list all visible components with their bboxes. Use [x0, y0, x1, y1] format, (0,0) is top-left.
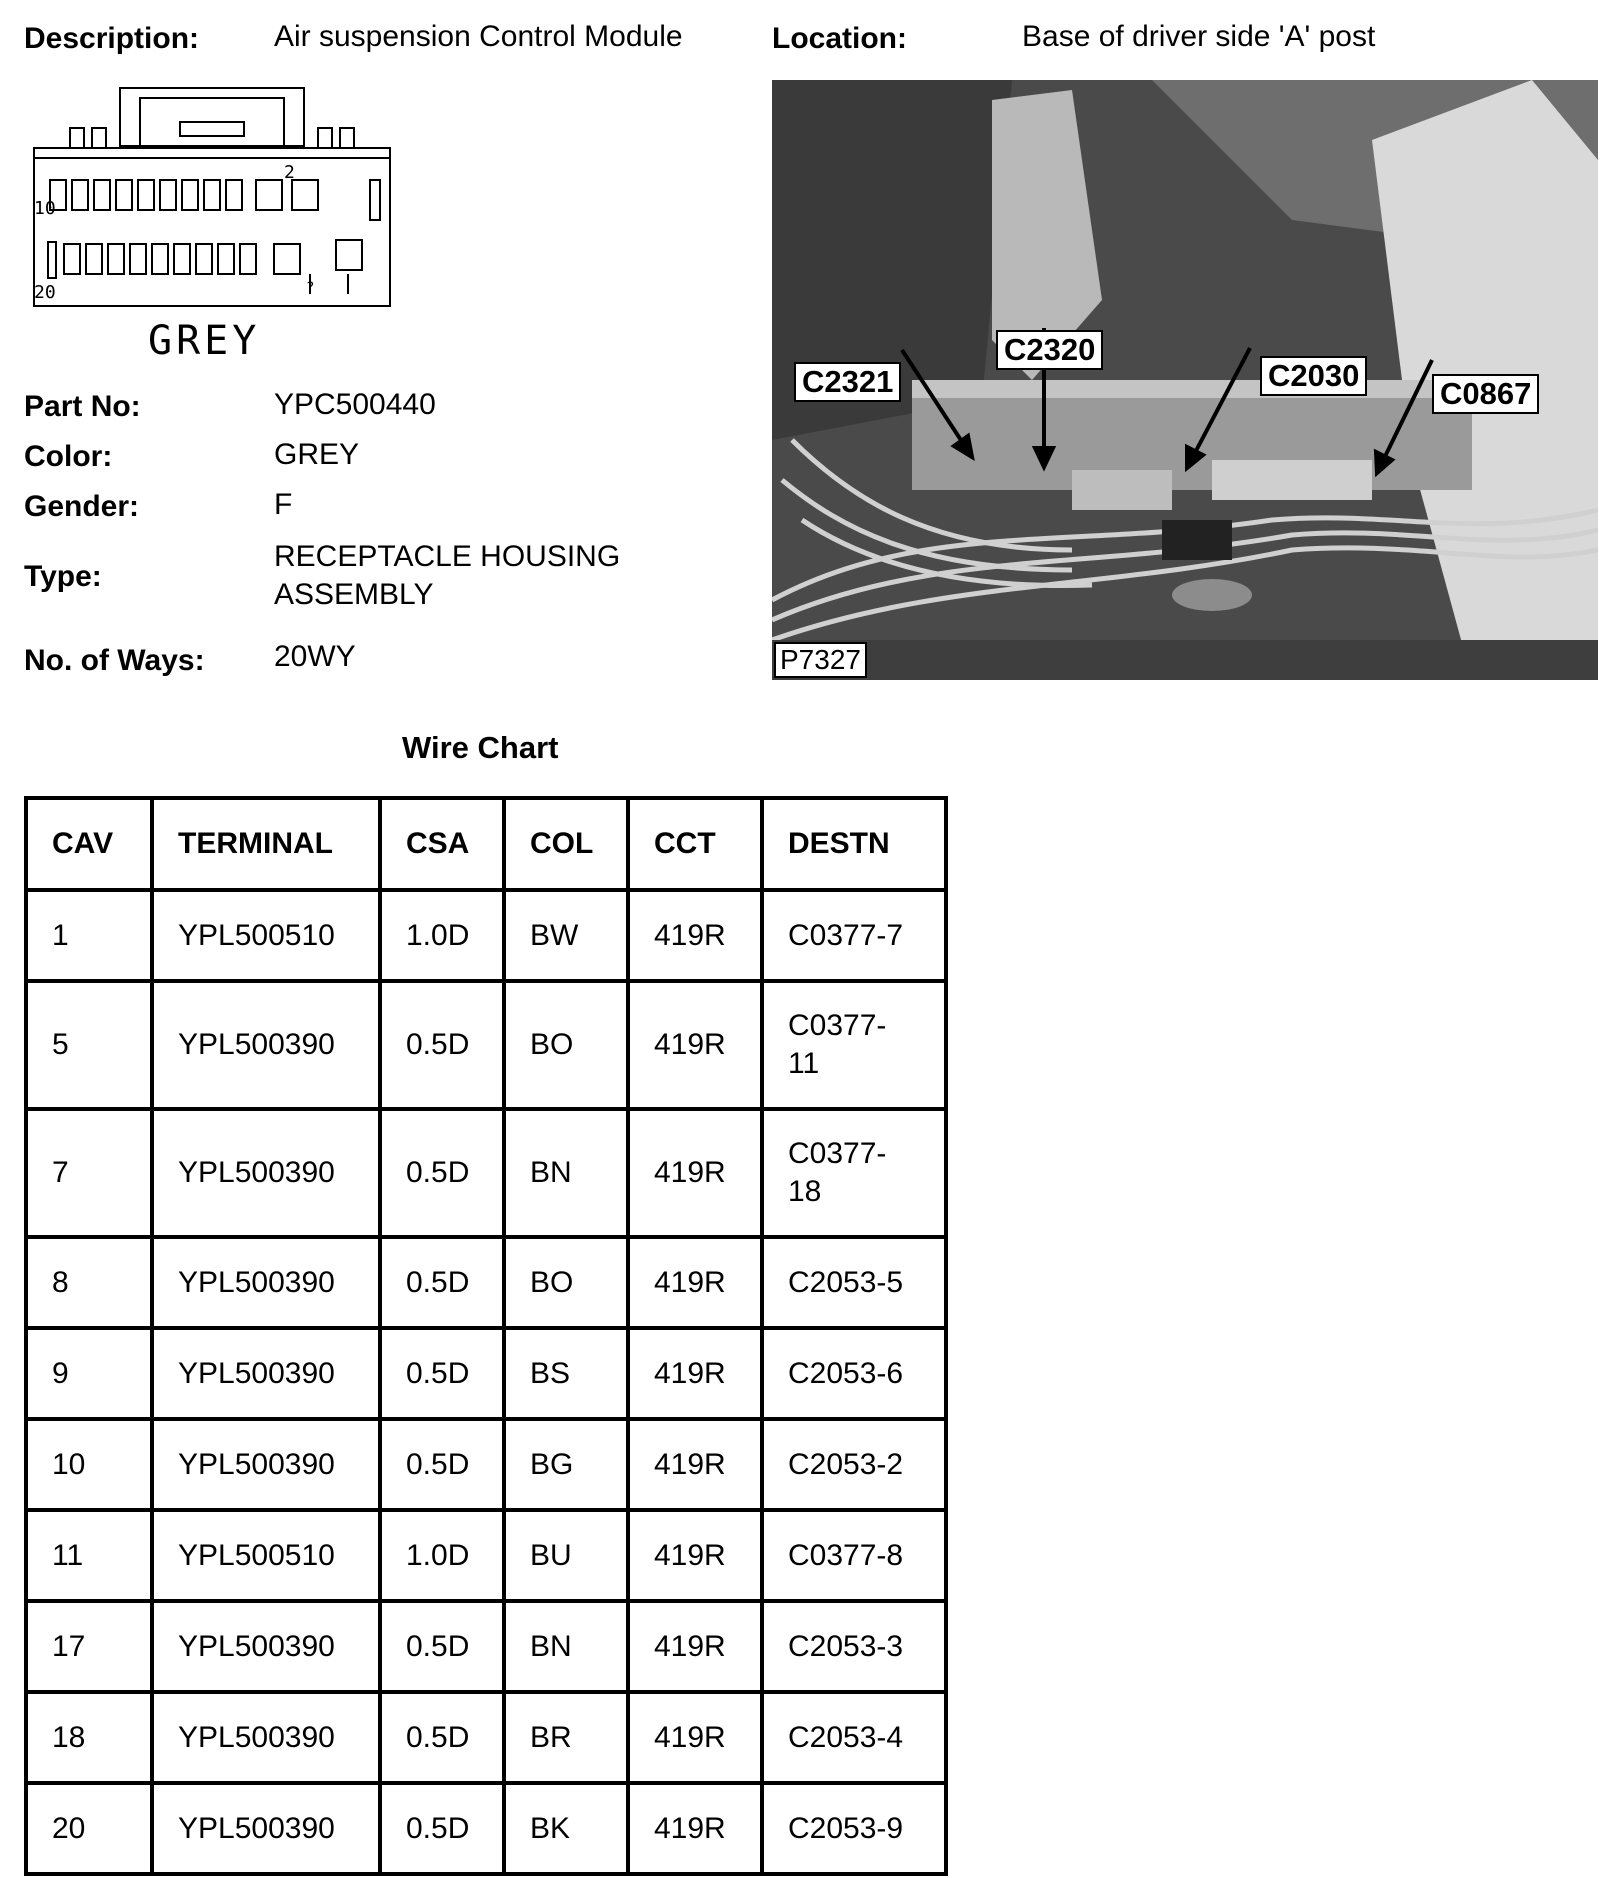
location-label: Location: — [772, 22, 907, 55]
cell-cav: 11 — [26, 1510, 152, 1601]
cell-cav: 7 — [26, 1109, 152, 1237]
cell-csa: 0.5D — [380, 1692, 504, 1783]
cell-destn: C2053-6 — [762, 1328, 946, 1419]
cell-terminal: YPL500390 — [152, 1692, 380, 1783]
wire-chart-table — [24, 796, 948, 1876]
cell-destn: C0377- 11 — [762, 981, 946, 1109]
table-header-row — [26, 798, 946, 890]
table-row — [26, 1601, 946, 1692]
cell-csa: 0.5D — [380, 1237, 504, 1328]
pin-number-top-right: 2 — [284, 162, 295, 183]
cell-cav: 9 — [26, 1328, 152, 1419]
type-value: RECEPTACLE HOUSING ASSEMBLY — [274, 540, 621, 611]
cell-csa: 0.5D — [380, 1109, 504, 1237]
callout-c2321: C2321 — [794, 362, 901, 402]
callout-c2320: C2320 — [996, 330, 1103, 370]
location-value: Base of driver side 'A' post — [1022, 20, 1376, 53]
table-row — [26, 1237, 946, 1328]
cell-destn: C2053-9 — [762, 1783, 946, 1874]
cell-csa: 1.0D — [380, 1510, 504, 1601]
table-row — [26, 1109, 946, 1237]
cell-terminal: YPL500390 — [152, 1328, 380, 1419]
cell-cct: 419R — [628, 1783, 762, 1874]
cell-cct: 419R — [628, 1328, 762, 1419]
cell-cct: 419R — [628, 1692, 762, 1783]
cell-col: BK — [504, 1783, 628, 1874]
gender-value: F — [274, 488, 293, 521]
part-no-value: YPC500440 — [274, 388, 436, 421]
gender-label: Gender: — [24, 490, 140, 523]
cell-cct: 419R — [628, 1510, 762, 1601]
cell-cct: 419R — [628, 981, 762, 1109]
column-header-cav: CAV — [26, 798, 152, 890]
table-row — [26, 1783, 946, 1874]
connector-color-label: GREY — [148, 318, 261, 364]
cell-cav: 10 — [26, 1419, 152, 1510]
cell-terminal: YPL500390 — [152, 1109, 380, 1237]
cell-destn: C2053-4 — [762, 1692, 946, 1783]
color-label: Color: — [24, 440, 113, 473]
cell-cct: 419R — [628, 1237, 762, 1328]
cell-col: BS — [504, 1328, 628, 1419]
cell-terminal: YPL500390 — [152, 1601, 380, 1692]
cell-cav: 18 — [26, 1692, 152, 1783]
column-header-terminal: TERMINAL — [152, 798, 380, 890]
cell-csa: 0.5D — [380, 1328, 504, 1419]
cell-cct: 419R — [628, 1109, 762, 1237]
cell-destn: C0377- 18 — [762, 1109, 946, 1237]
cell-cct: 419R — [628, 1601, 762, 1692]
table-row — [26, 1328, 946, 1419]
pin-number-bottom-right: ? — [306, 280, 315, 296]
cell-cav: 5 — [26, 981, 152, 1109]
no-of-ways-label: No. of Ways: — [24, 644, 205, 677]
description-value: Air suspension Control Module — [274, 20, 683, 53]
cell-terminal: YPL500510 — [152, 1510, 380, 1601]
description-label: Description: — [24, 22, 200, 55]
cell-col: BU — [504, 1510, 628, 1601]
cell-destn: C2053-5 — [762, 1237, 946, 1328]
cell-destn: C0377-7 — [762, 890, 946, 981]
cell-destn: C2053-2 — [762, 1419, 946, 1510]
cell-terminal: YPL500390 — [152, 1237, 380, 1328]
callout-c0867: C0867 — [1432, 374, 1539, 414]
cell-destn: C0377-8 — [762, 1510, 946, 1601]
cell-csa: 0.5D — [380, 981, 504, 1109]
cell-terminal: YPL500390 — [152, 1783, 380, 1874]
cell-col: BO — [504, 981, 628, 1109]
table-row — [26, 890, 946, 981]
cell-destn: C2053-3 — [762, 1601, 946, 1692]
cell-terminal: YPL500390 — [152, 981, 380, 1109]
pin-number-bottom-left: 20 — [34, 282, 56, 303]
cell-terminal: YPL500510 — [152, 890, 380, 981]
location-photo — [772, 80, 1598, 680]
color-value: GREY — [274, 438, 360, 471]
cell-csa: 1.0D — [380, 890, 504, 981]
cell-col: BG — [504, 1419, 628, 1510]
table-row — [26, 981, 946, 1109]
wire-chart-title: Wire Chart — [402, 730, 559, 765]
column-header-csa: CSA — [380, 798, 504, 890]
table-row — [26, 1510, 946, 1601]
cell-cav: 1 — [26, 890, 152, 981]
cell-col: BW — [504, 890, 628, 981]
no-of-ways-value: 20WY — [274, 640, 356, 673]
column-header-destn: DESTN — [762, 798, 946, 890]
column-header-col: COL — [504, 798, 628, 890]
part-no-label: Part No: — [24, 390, 141, 423]
pin-number-top-left: 10 — [34, 198, 56, 219]
type-label: Type: — [24, 560, 102, 593]
cell-cav: 17 — [26, 1601, 152, 1692]
cell-col: BN — [504, 1109, 628, 1237]
table-row — [26, 1692, 946, 1783]
cell-csa: 0.5D — [380, 1419, 504, 1510]
connector-face-diagram — [30, 84, 394, 314]
cell-csa: 0.5D — [380, 1783, 504, 1874]
cell-terminal: YPL500390 — [152, 1419, 380, 1510]
photo-reference-tag: P7327 — [774, 642, 867, 678]
table-row — [26, 1419, 946, 1510]
cell-cav: 20 — [26, 1783, 152, 1874]
column-header-cct: CCT — [628, 798, 762, 890]
cell-cav: 8 — [26, 1237, 152, 1328]
cell-csa: 0.5D — [380, 1601, 504, 1692]
cell-col: BN — [504, 1601, 628, 1692]
callout-c2030: C2030 — [1260, 356, 1367, 396]
cell-cct: 419R — [628, 1419, 762, 1510]
cell-col: BR — [504, 1692, 628, 1783]
cell-cct: 419R — [628, 890, 762, 981]
cell-col: BO — [504, 1237, 628, 1328]
